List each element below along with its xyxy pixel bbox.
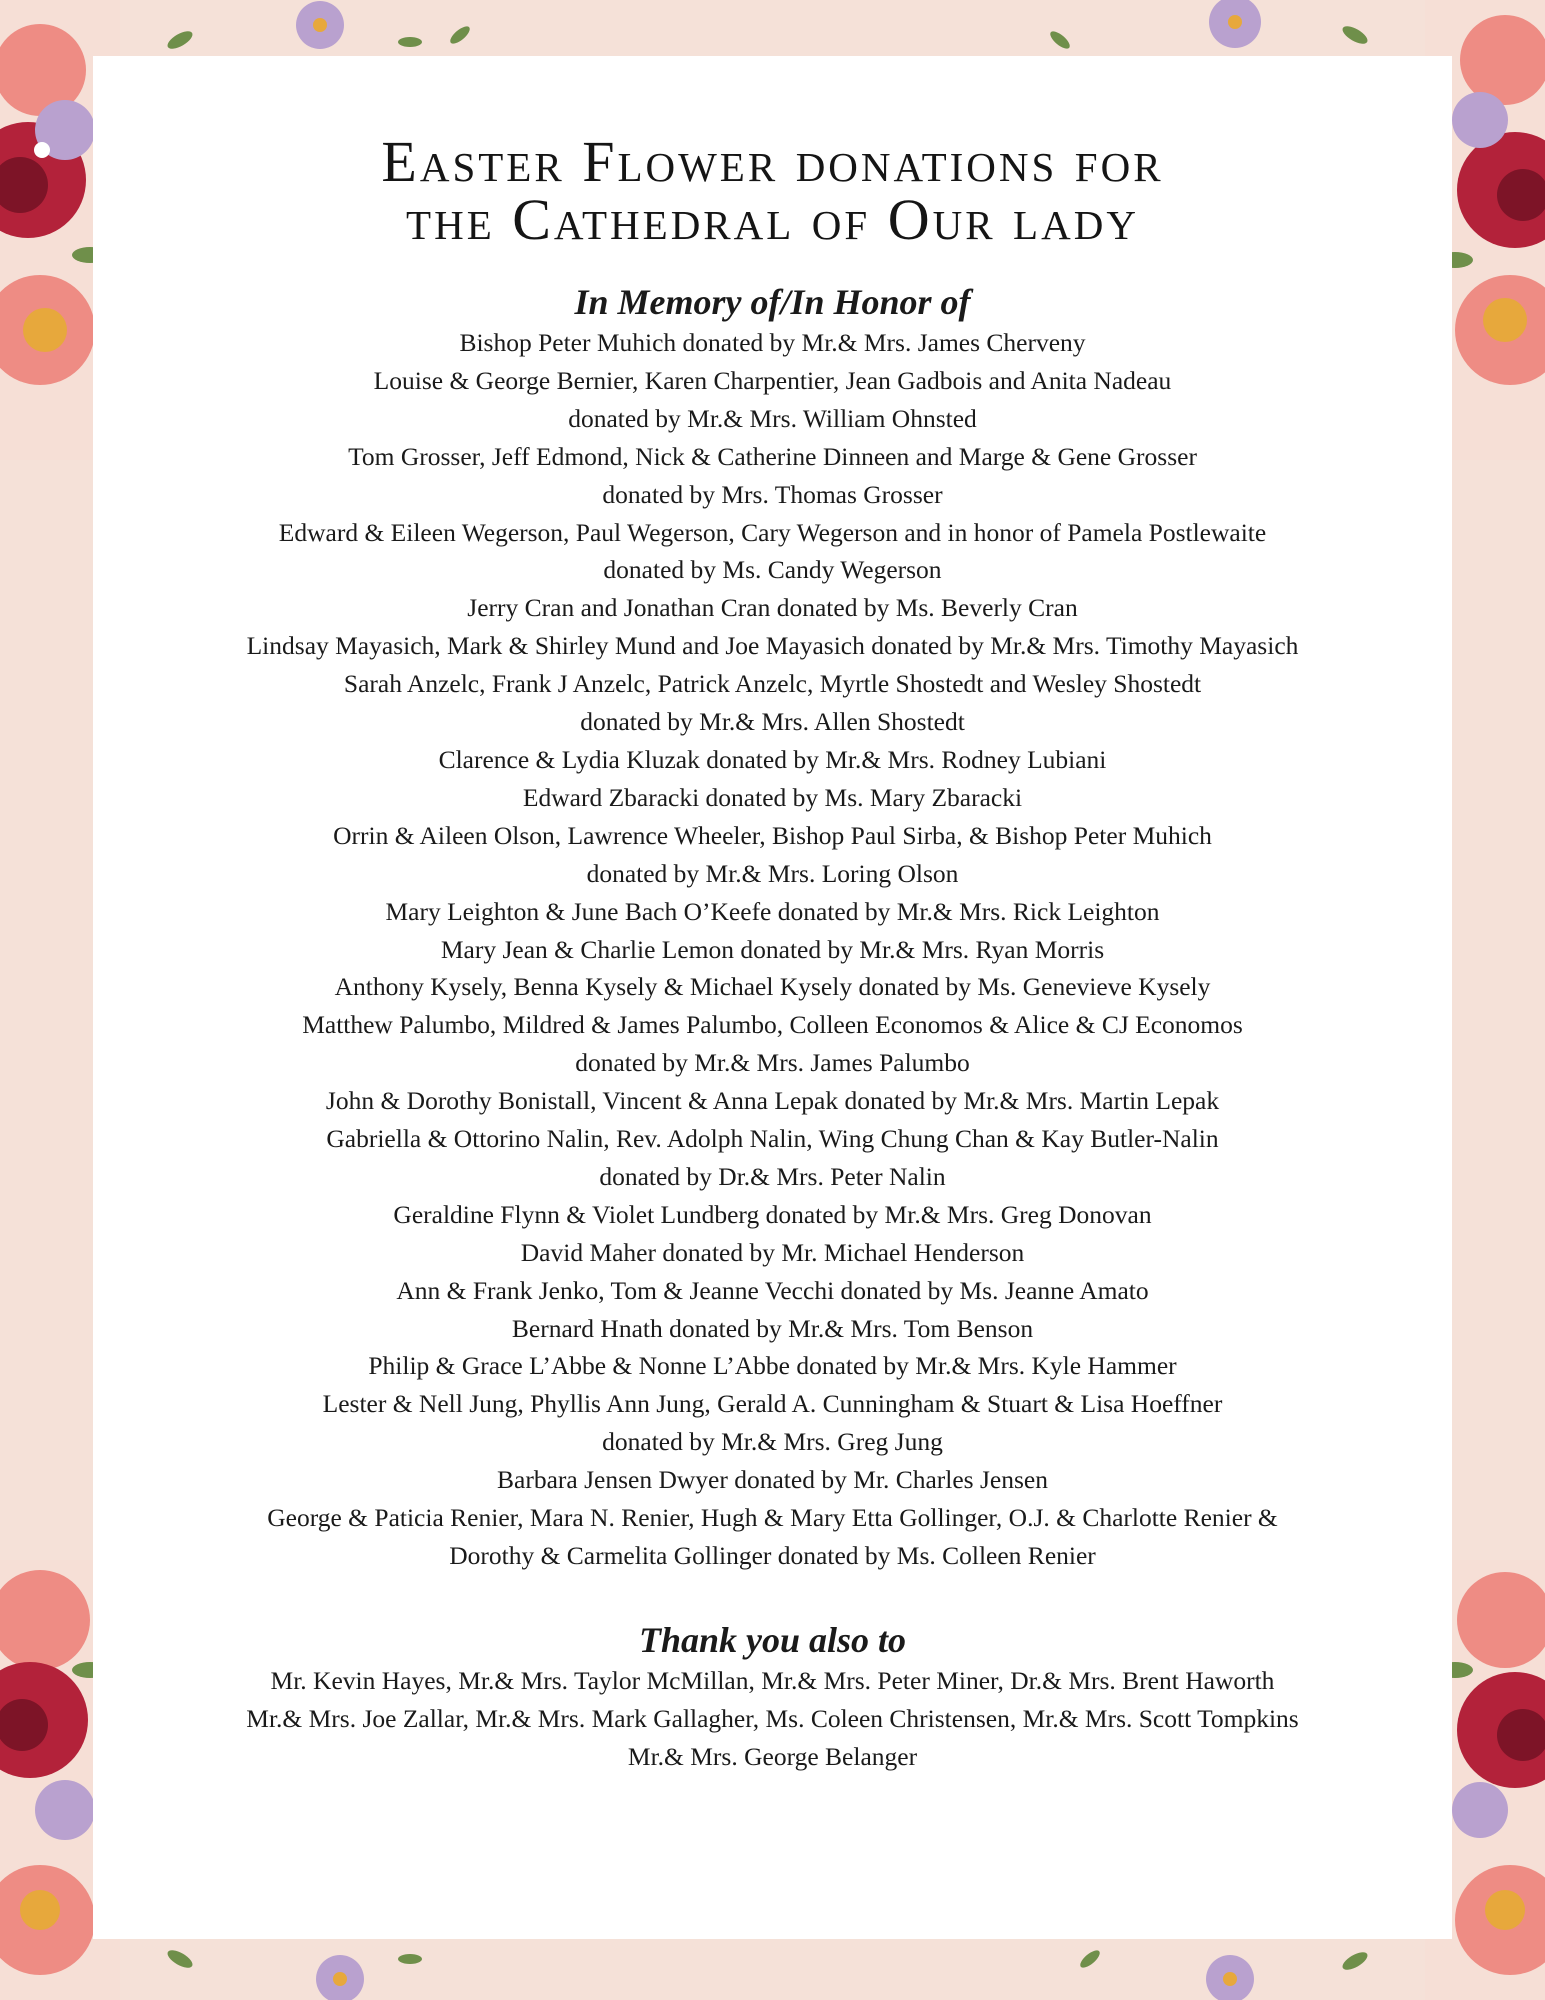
- page-title: [93, 128, 1452, 252]
- list-line: John & Dorothy Bonistall, Vincent & Anna Lepak donated by Mr.& Mrs. Martin Lepak: [325, 1086, 1220, 1116]
- list-line: Orrin & Aileen Olson, Lawrence Wheeler, Bishop Paul Sirba, & Bishop Peter Muhich: [333, 820, 1212, 850]
- list-line: donated by Ms. Candy Wegerson: [603, 555, 942, 585]
- list-line: Edward Zbaracki donated by Ms. Mary Zbaracki: [522, 782, 1023, 812]
- list-line: Sarah Anzelc, Frank J Anzelc, Patrick Anzelc, Myrtle Shostedt and Wesley Shostedt: [343, 669, 1202, 699]
- list-line: Geraldine Flynn & Violet Lundberg donated by Mr.& Mrs. Greg Donovan: [393, 1199, 1152, 1229]
- list-line: donated by Mrs. Thomas Grosser: [602, 479, 943, 509]
- list-line: donated by Mr.& Mrs. William Ohnsted: [568, 403, 977, 433]
- list-line: donated by Mr.& Mrs. Allen Shostedt: [580, 707, 965, 737]
- list-line: George & Paticia Renier, Mara N. Renier, Hugh & Mary Etta Gollinger, O.J. & Charlotte Renier &: [267, 1503, 1278, 1533]
- list-line: donated by Mr.& Mrs. James Palumbo: [575, 1048, 970, 1078]
- list-line: Clarence & Lydia Kluzak donated by Mr.& Mrs. Rodney Lubiani: [438, 744, 1107, 774]
- list-line: Mr.& Mrs. Joe Zallar, Mr.& Mrs. Mark Gallagher, Ms. Coleen Christensen, Mr.& Mrs. Scott Tompkins: [246, 1703, 1299, 1733]
- title-line-1: Easter Flower donations for: [381, 128, 1164, 194]
- title-line-2: the Cathedral of Our lady: [406, 186, 1139, 252]
- list-line: Mr.& Mrs. George Belanger: [627, 1741, 918, 1771]
- memorial-heading: In Memory of/In Honor of: [574, 282, 971, 322]
- list-line: Mary Jean & Charlie Lemon donated by Mr.& Mrs. Ryan Morris: [440, 934, 1105, 964]
- memorial-list: [93, 324, 1452, 1575]
- list-line: Bernard Hnath donated by Mr.& Mrs. Tom Benson: [511, 1313, 1034, 1343]
- list-line: Ann & Frank Jenko, Tom & Jeanne Vecchi donated by Ms. Jeanne Amato: [396, 1275, 1149, 1305]
- list-line: Jerry Cran and Jonathan Cran donated by Ms. Beverly Cran: [467, 593, 1078, 623]
- list-line: Mr. Kevin Hayes, Mr.& Mrs. Taylor McMillan, Mr.& Mrs. Peter Miner, Dr.& Mrs. Brent Haworth: [270, 1666, 1275, 1695]
- list-line: Edward & Eileen Wegerson, Paul Wegerson, Cary Wegerson and in honor of Pamela Postlewaite: [278, 517, 1267, 547]
- floral-sprig-bottom: [140, 1939, 1405, 2000]
- list-line: Gabriella & Ottorino Nalin, Rev. Adolph Nalin, Wing Chung Chan & Kay Butler-Nalin: [326, 1124, 1219, 1154]
- list-line: David Maher donated by Mr. Michael Henderson: [520, 1237, 1025, 1267]
- list-line: Philip & Grace L’Abbe & Nonne L’Abbe donated by Mr.& Mrs. Kyle Hammer: [368, 1351, 1177, 1381]
- list-line: Lester & Nell Jung, Phyllis Ann Jung, Gerald A. Cunningham & Stuart & Lisa Hoeffner: [322, 1389, 1223, 1419]
- thanks-list: [93, 1662, 1452, 1776]
- list-line: Matthew Palumbo, Mildred & James Palumbo, Colleen Economos & Alice & CJ Economos: [302, 1010, 1243, 1040]
- list-line: Barbara Jensen Dwyer donated by Mr. Charles Jensen: [497, 1465, 1048, 1495]
- list-line: Anthony Kysely, Benna Kysely & Michael Kysely donated by Ms. Genevieve Kysely: [334, 972, 1211, 1002]
- list-line: Lindsay Mayasich, Mark & Shirley Mund and Joe Mayasich donated by Mr.& Mrs. Timothy Mayasich: [246, 631, 1299, 661]
- list-line: Tom Grosser, Jeff Edmond, Nick & Catherine Dinneen and Marge & Gene Grosser: [348, 441, 1197, 471]
- thanks-heading: Thank you also to: [638, 1620, 907, 1660]
- list-line: donated by Mr.& Mrs. Greg Jung: [602, 1427, 943, 1457]
- list-line: Mary Leighton & June Bach O’Keefe donated by Mr.& Mrs. Rick Leighton: [385, 896, 1160, 926]
- list-line: donated by Mr.& Mrs. Loring Olson: [586, 858, 959, 888]
- list-line: Bishop Peter Muhich donated by Mr.& Mrs. James Cherveny: [459, 328, 1086, 357]
- list-line: Louise & George Bernier, Karen Charpentier, Jean Gadbois and Anita Nadeau: [373, 365, 1172, 395]
- floral-sprig-top: [140, 0, 1405, 56]
- document-page: [93, 56, 1452, 1939]
- list-line: Dorothy & Carmelita Gollinger donated by Ms. Colleen Renier: [449, 1541, 1096, 1570]
- list-line: donated by Dr.& Mrs. Peter Nalin: [599, 1161, 946, 1191]
